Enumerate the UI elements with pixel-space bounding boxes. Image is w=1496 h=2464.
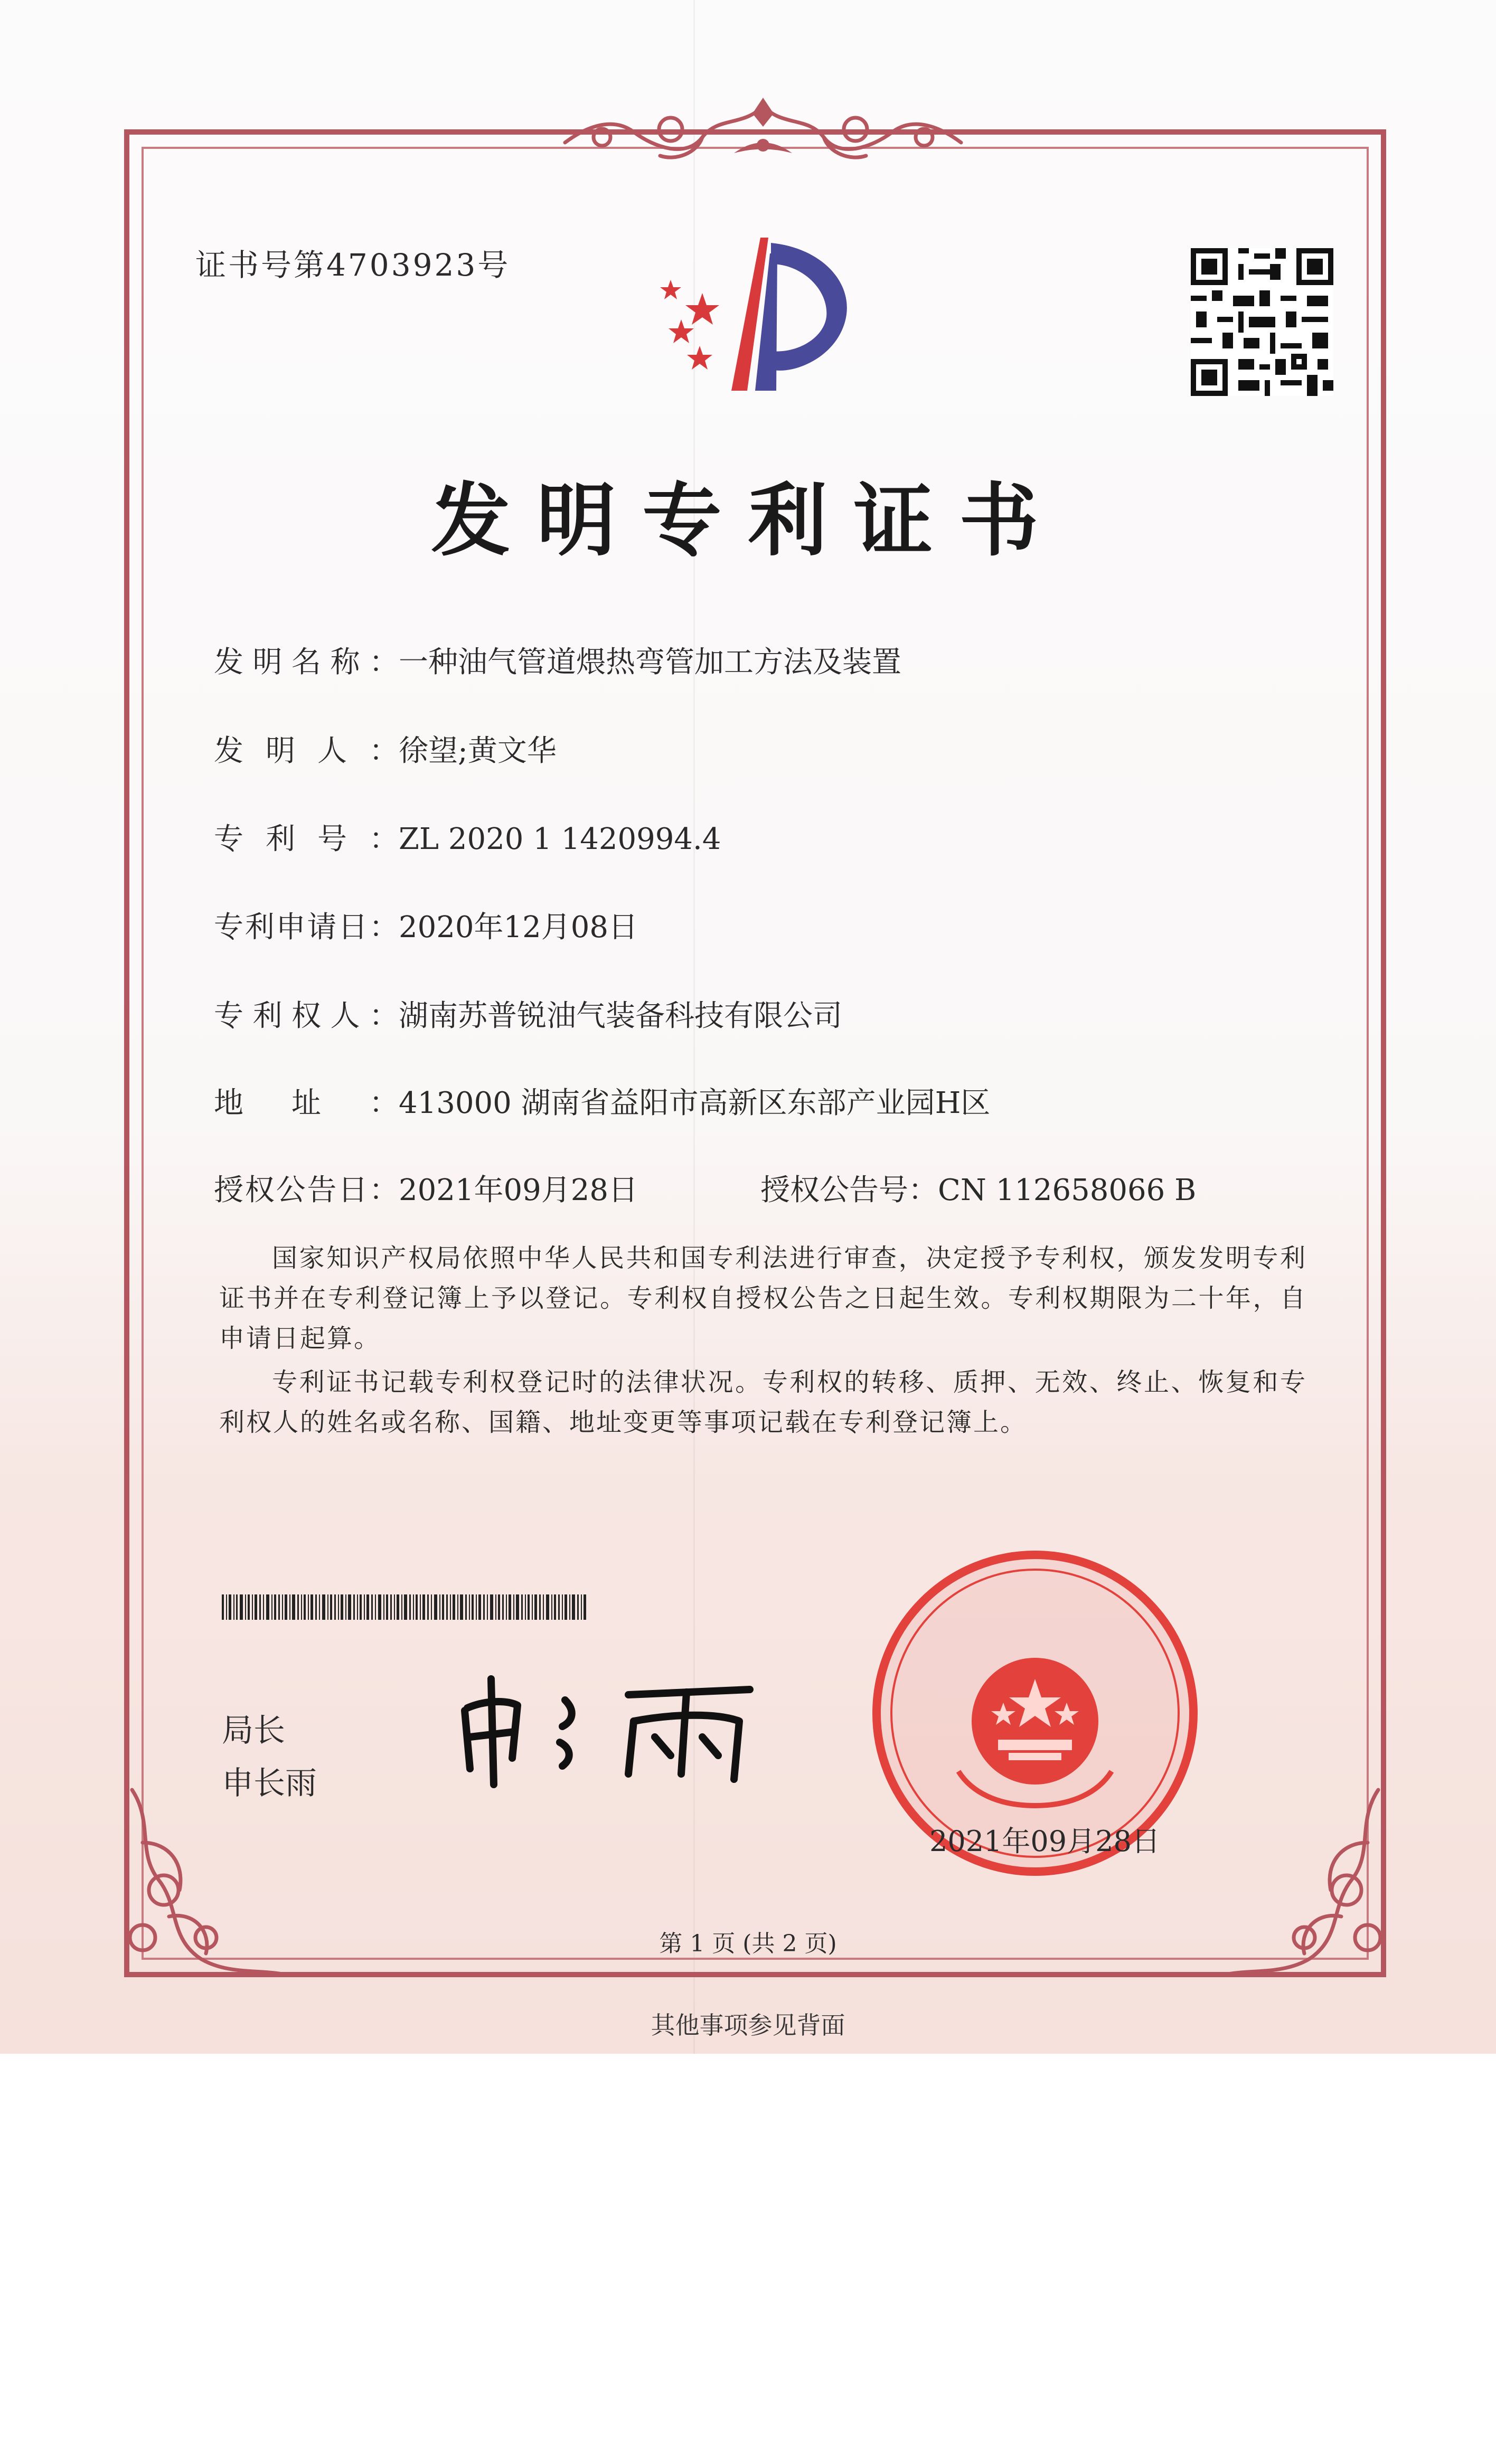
paragraph-grant-statement: 国家知识产权局依照中华人民共和国专利法进行审查，决定授予专利权，颁发发明专利证书并在专利登记簿上予以登记。专利权自授权公告之日起生效。专利权期限为二十年，自申请日起算。 [219, 1243, 1307, 1353]
field-label: 授权公告号： [760, 1173, 938, 1207]
certificate-number: 证书号第4703923号 [195, 247, 511, 283]
field-value: ZL 2020 1 1420994.4 [399, 822, 721, 856]
field-label: 地址： [214, 1086, 399, 1120]
field-value: 2021年09月28日 [399, 1173, 638, 1207]
field-application-date [214, 904, 638, 946]
field-value: 徐望;黄文华 [399, 734, 557, 768]
field-label: 专利权人： [214, 999, 399, 1033]
signature-icon [454, 1668, 771, 1790]
top-ornament-icon [544, 95, 982, 174]
back-side-note: 其他事项参见背面 [651, 2011, 845, 2040]
director-name: 申长雨 [222, 1765, 317, 1802]
field-value: 413000 湖南省益阳市高新区东部产业园H区 [399, 1086, 991, 1120]
qr-code-icon [1191, 248, 1333, 396]
field-value: CN 112658066 B [938, 1173, 1197, 1207]
paragraph-legal-status: 专利证书记载专利权登记时的法律状况。专利权的转移、质押、无效、终止、恢复和专利权人的姓名或名称、国籍、地址变更等事项记载在专利登记簿上。 [219, 1367, 1307, 1437]
barcode-icon [222, 1594, 586, 1620]
field-grant-date [214, 1167, 638, 1209]
field-patentee [214, 993, 842, 1035]
certificate-title: 发明专利证书 [431, 474, 1065, 567]
field-patent-number [214, 816, 721, 858]
seal-date: 2021年09月28日 [929, 1825, 1160, 1858]
field-value: 一种油气管道煨热弯管加工方法及装置 [399, 645, 901, 679]
field-invention-name [214, 639, 901, 681]
field-inventor [214, 728, 557, 770]
field-label: 发明名称： [214, 645, 399, 679]
field-label: 发明人： [214, 734, 399, 768]
field-value: 湖南苏普锐油气装备科技有限公司 [399, 999, 842, 1033]
cnipa-emblem-icon [650, 232, 871, 407]
field-address [214, 1080, 990, 1122]
field-label: 专利申请日： [214, 910, 399, 945]
field-value: 2020年12月08日 [399, 910, 638, 945]
page-info: 第 1 页 (共 2 页) [659, 1930, 837, 1957]
field-label: 授权公告日： [214, 1173, 399, 1207]
field-grant-publication-number [760, 1167, 1196, 1209]
director-title: 局长 [222, 1712, 285, 1749]
field-label: 专利号： [214, 822, 399, 856]
